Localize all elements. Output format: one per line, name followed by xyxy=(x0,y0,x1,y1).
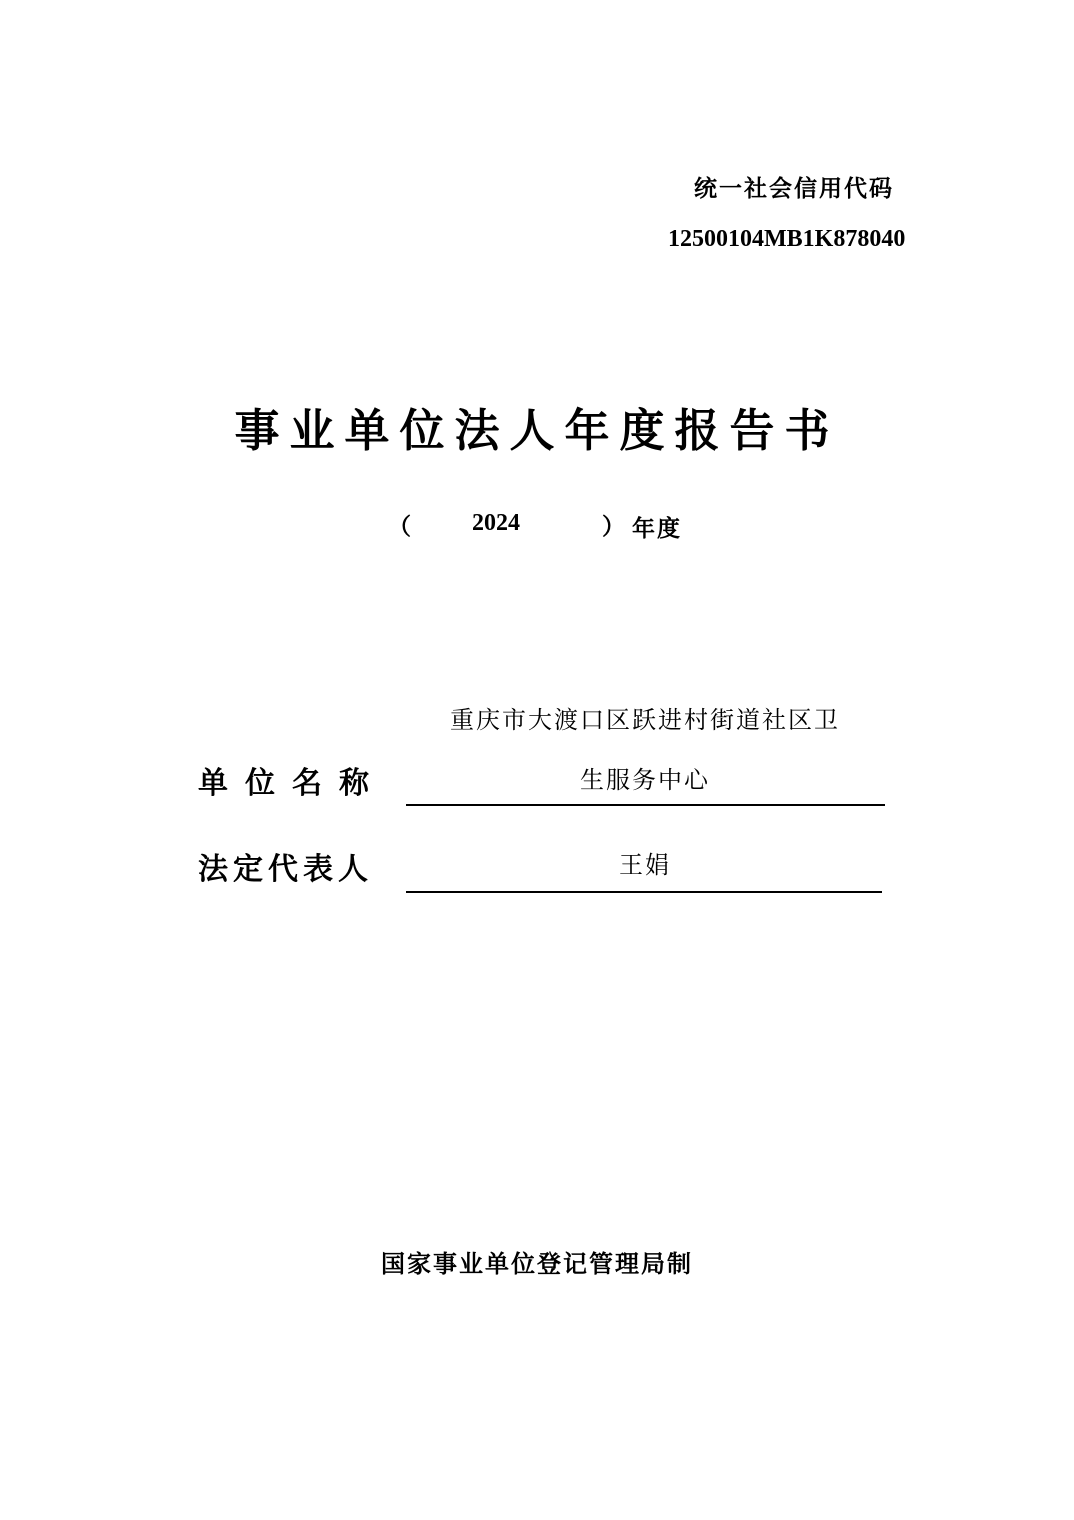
credit-code-label: 统一社会信用代码 xyxy=(694,175,894,202)
issuer-footer: 国家事业单位登记管理局制 xyxy=(381,1249,693,1278)
legal-rep-underline xyxy=(406,891,882,893)
unit-name-line-1: 重庆市大渡口区跃进村街道社区卫 xyxy=(450,706,840,734)
legal-rep-label: 法定代表人 xyxy=(198,852,373,887)
unit-name-underline xyxy=(406,804,885,806)
report-year: 2024 xyxy=(472,510,520,536)
report-year-line xyxy=(380,506,720,546)
credit-code-value: 12500104MB1K878040 xyxy=(668,226,906,252)
year-paren-open: （ xyxy=(388,513,411,540)
unit-name-label: 单位名称 xyxy=(198,766,386,801)
unit-name-line-2: 生服务中心 xyxy=(580,766,710,794)
legal-rep-value: 王娟 xyxy=(619,851,671,879)
year-paren-close: ） xyxy=(602,513,625,540)
unit-name-value xyxy=(405,690,885,810)
year-suffix: 年度 xyxy=(632,515,682,542)
report-title: 事业单位法人年度报告书 xyxy=(234,404,840,457)
